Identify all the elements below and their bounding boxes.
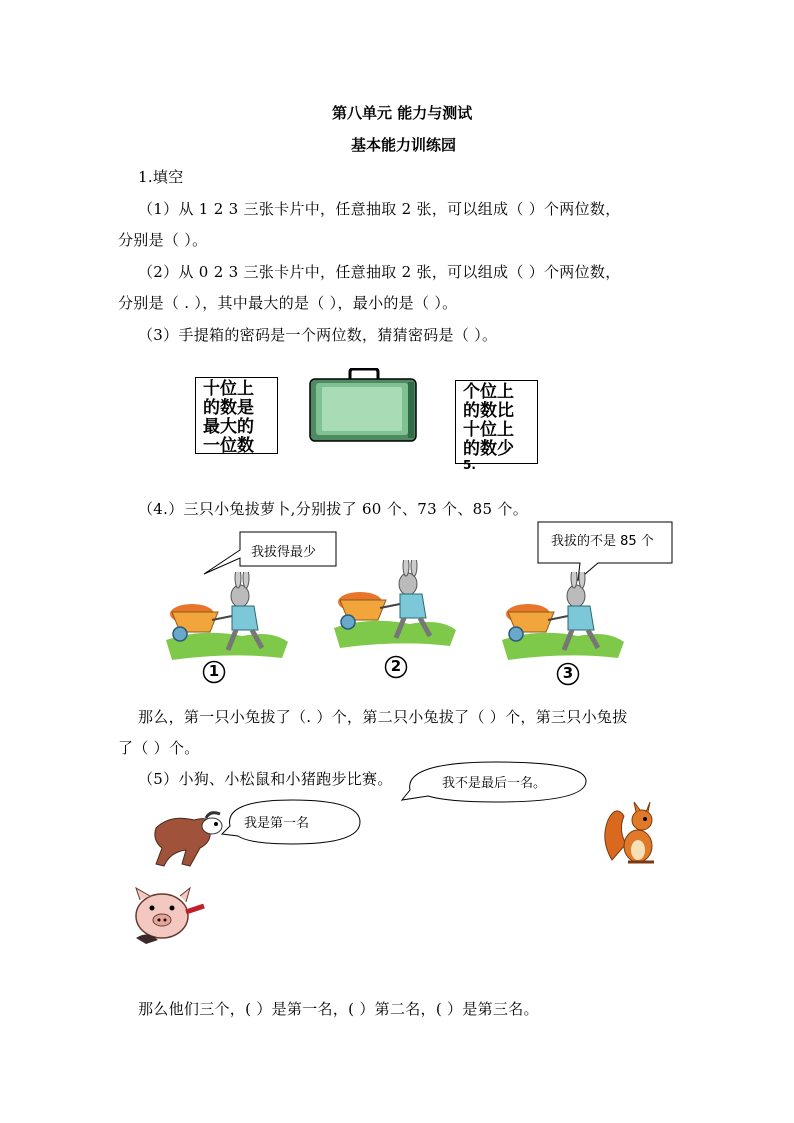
unit-title: 第八单元 能力与测试: [332, 104, 473, 122]
part3-line: （3）手提箱的密码是一个两位数，猜猜密码是（ ）。: [138, 326, 498, 344]
part5-line: （5）小狗、小松鼠和小猪跑步比赛。: [138, 770, 393, 788]
part4-line: （4.）三只小兔拔萝卜,分别拔了 60 个、73 个、85 个。: [138, 500, 529, 518]
rabbit-cart-illustration: [330, 560, 460, 652]
part2-line2: 分别是（ . ），其中最大的是（ ），最小的是（ ）。: [118, 294, 458, 312]
clue-line: 个位上: [463, 382, 514, 402]
rabbit-number-2: 2: [390, 657, 402, 675]
part1-line1: （1）从 1 2 3 三张卡片中，任意抽取 2 张，可以组成（ ）个两位数，: [138, 200, 621, 218]
part4-answer-line1: 那么，第一只小兔拔了（. ）个，第二只小兔拔了（ ）个，第三只小兔拔: [138, 708, 628, 726]
clue-line: 的数比: [463, 401, 514, 421]
squirrel-illustration: [598, 800, 662, 868]
clue-line: 十位上: [203, 379, 254, 399]
section-title: 基本能力训练园: [351, 136, 457, 154]
bubble-text-dog: 我是第一名: [244, 816, 310, 831]
rabbit-cart-illustration: [162, 572, 292, 664]
part4-answer-line2: 了（ ）个。: [118, 739, 200, 757]
clue-box-ones: [455, 380, 538, 472]
clue-line: 一位数: [203, 436, 254, 456]
bubble-text-rabbit1: 我拔得最少: [251, 545, 317, 560]
rabbit-cart-illustration: [498, 572, 628, 664]
clue-line: 5.: [463, 458, 476, 472]
part2-line1: （2）从 0 2 3 三张卡片中，任意抽取 2 张，可以组成（ ）个两位数，: [138, 263, 621, 281]
clue-line: 的数少: [463, 439, 514, 459]
clue-line: 的数是: [203, 398, 254, 418]
clue-line: 十位上: [463, 420, 514, 440]
clue-line: 最大的: [203, 417, 254, 437]
rabbit-number-1: 1: [208, 662, 220, 680]
part5-answer-line: 那么他们三个，( ）是第一名，( ）第二名，( ）是第三名。: [138, 1000, 539, 1018]
part1-line2: 分别是（ ）。: [118, 231, 208, 249]
rabbit-number-3: 3: [562, 664, 574, 682]
bubble-text-squirrel: 我不是最后一名。: [442, 776, 547, 791]
bubble-text-rabbit3: 我拔的不是 85 个: [551, 534, 654, 549]
clue-box-tens: [195, 377, 278, 454]
suitcase-icon: [308, 368, 420, 444]
dog-illustration: [150, 808, 228, 870]
question-label: 1.填空: [138, 168, 184, 186]
pig-illustration: [128, 886, 208, 948]
